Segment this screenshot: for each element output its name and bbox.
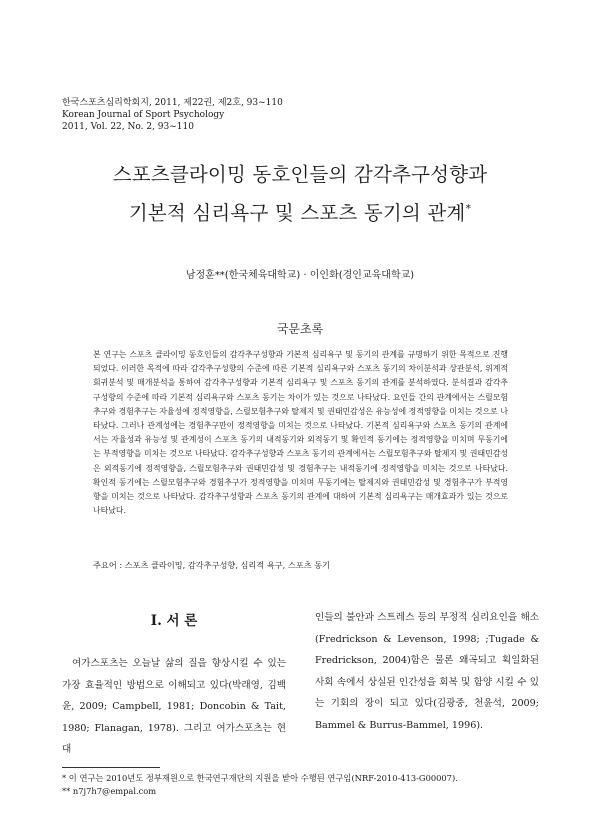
journal-info [62, 97, 482, 133]
abstract-text: 본 연구는 스포츠 클라이밍 동호인들의 감각추구성향과 기본적 심리욕구 및 동기의 관계를 규명하기 위한 목적으로 진행되었다. 이러한 목적에 따라 감각추구성향의 수준에 따른 기본적 심리욕구와 스포츠 동기의 차이분석과 상관분석, 위계적 회귀분석 및 매개분석을 통하여 감각추구성향과 기본적 심리욕구 및 스포츠 동기의 관계를 분석하였다. 분석결과 감각추구성향의 수준에 따라 기본적 심리욕구와 스포츠 동기는 차이가 있는 것으로 나타났다. 요인들 간의 관계에서는 스릴모험추구와 경험추구는 자율성에 정적영향을, 스릴모험추구와 탈제지 및 권태민감성은 유능성에 정적영향을 미치는 것으로 나타났다. 그러나 관계성에는 경험추구만이 정적영향을 미치는 것으로 나타났다. 기본적 심리욕구와 스포츠 동기의 관계에서는 자율성과 유능성 및 관계성이 스포츠 동기의 내적동기와 외적동기 및 확인적 동기에는 정적영향을 미치며 무동기에는 부적영향을 미치는 것으로 나타났다. 감각추구성향과 스포츠 동기의 관계에서는 스릴모험추구와 탈제지 및 권태민감성은 외적동기에 정적영향을, 스릴모험추구와 권태민감성 및 경험추구는 내적동기에 정적영향을 미치는 것으로 나타났다. 확인적 동기에는 스릴모험추구와 경험추구가 정적영향을 미치며 무동기에는 탈제지와 권태민감성 및 경험추구가 부적영향을 미치는 것으로 나타났다. 감각추구성향과 스포츠 동기의 관계에 대하여 기본적 심리욕구는 매개효과가 있는 것으로 나타났다. [93, 350, 508, 516]
footnote-email: ** n7j7h7@empal.com [62, 786, 157, 796]
journal-citation-korean: 한국스포츠심리학회지, 2011, 제22권, 제2호, 93~110 [62, 98, 283, 108]
author-list: 남정훈**(한국체육대학교) · 이인화(경인교육대학교) [185, 270, 415, 281]
footnotes [62, 772, 542, 798]
paper-title [0, 158, 600, 231]
title-line-1: 스포츠클라이밍 동호인들의 감각추구성향과 [112, 163, 488, 186]
title-line-2 [0, 192, 600, 231]
journal-citation-english: 2011, Vol. 22, No. 2, 93~110 [62, 122, 194, 132]
body-column-right: 인들의 불안과 스트레스 등의 부정적 심리요인을 해소(Fredrickson & Levenson, 1998; ;Tugade & Fredrickson, 2004)함은 물론 왜곡되고 획일화된 사회 속에서 상실된 인간성을 회복 및 함양 시킬 수 있는 기회의 장이 되고 있다(김광중, 천윤석, 2009; Bammel & Burrus-Bammel, 1996). [315, 612, 539, 731]
section-heading-introduction: I. 서 론 [150, 613, 198, 629]
body-column-left: 여가스포츠는 오늘날 삶의 질을 향상시킬 수 있는 가장 효율적인 방법으로 이해되고 있다(박래영, 김백윤, 2009; Campbell, 1981; Doncobin & Tait, 1980; Flanagan, 1978). 그리고 여가스포츠는 현대 [62, 658, 286, 755]
title-footnote-marker: * [465, 202, 472, 215]
title-line-2-text: 기본적 심리욕구 및 스포츠 동기의 관계 [128, 201, 466, 225]
footnote-funding: * 이 연구는 2010년도 정부재원으로 한국연구재단의 지원을 받아 수행된 연구임(NRF-2010-413-G00007). [62, 773, 458, 783]
footnote-divider [62, 767, 160, 768]
journal-name-english: Korean Journal of Sport Psychology [62, 110, 225, 120]
abstract-heading: 국문초록 [276, 322, 324, 336]
keywords: 주요어 : 스포츠 클라이밍, 감각추구성향, 심리적 욕구, 스포츠 동기 [93, 560, 331, 570]
